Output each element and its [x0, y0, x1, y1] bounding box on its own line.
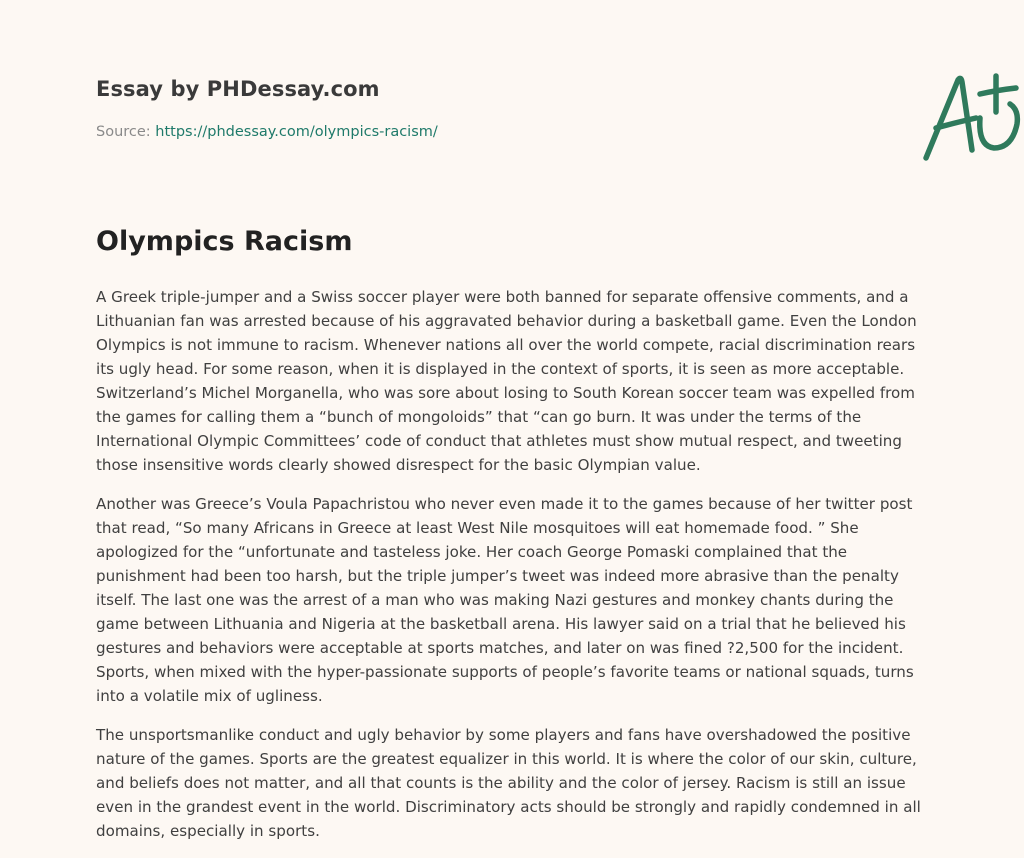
essay-body — [96, 285, 932, 858]
essay-title: Olympics Racism — [96, 226, 353, 257]
essay-paragraph: Another was Greece’s Voula Papachristou who never even made it to the games because of her twitter post that read, “So many Africans in Greece at least West Nile mosquitoes will eat homemade food. ” She apologized for the “unfortunate and tasteless joke. Her coach George Pomaski complained that the punishment had been too harsh, but the triple jumper’s tweet was indeed more abrasive than the penalty itself. The last one was the arrest of a man who was making Nazi gestures and monkey chants during the game between Lithuania and Nigeria at the basketball arena. His lawyer said on a trial that he believed his gestures and behaviors were acceptable at sports matches, and later on was fined ?2,500 for the incident. Sports, when mixed with the hyper-passionate supports of people’s favorite teams or national squads, turns into a volatile mix of ugliness. — [96, 495, 914, 705]
source-link[interactable]: https://phdessay.com/olympics-racism/ — [155, 124, 438, 140]
essay-paragraph: The unsportsmanlike conduct and ugly behavior by some players and fans have overshadowed the positive nature of the games. Sports are the greatest equalizer in this world. It is where the color of our skin, culture, and beliefs does not matter, and all that counts is the ability and the color of jersey. Racism is still an issue even in the grandest event in the world. Discriminatory acts should be strongly and rapidly condemned in all domains, especially in sports. — [96, 726, 921, 840]
source-label: Source: — [96, 124, 156, 140]
source-line — [96, 124, 438, 140]
brand-heading: Essay by PHDessay.com — [96, 77, 380, 101]
a-plus-grade-icon — [914, 66, 1024, 166]
essay-paragraph: A Greek triple-jumper and a Swiss soccer player were both banned for separate offensive comments, and a Lithuanian fan was arrested because of his aggravated behavior during a basketball game. Even the London Olympics is not immune to racism. Whenever nations all over the world compete, racial discrimination rears its ugly head. For some reason, when it is displayed in the context of sports, it is seen as more acceptable. Switzerland’s Michel Morganella, who was sore about losing to South Korean soccer team was expelled from the games for calling them a “bunch of mongoloids” that “can go burn. It was under the terms of the International Olympic Committees’ code of conduct that athletes must show mutual respect, and tweeting those insensitive words clearly showed disrespect for the basic Olympian value. — [96, 288, 917, 474]
